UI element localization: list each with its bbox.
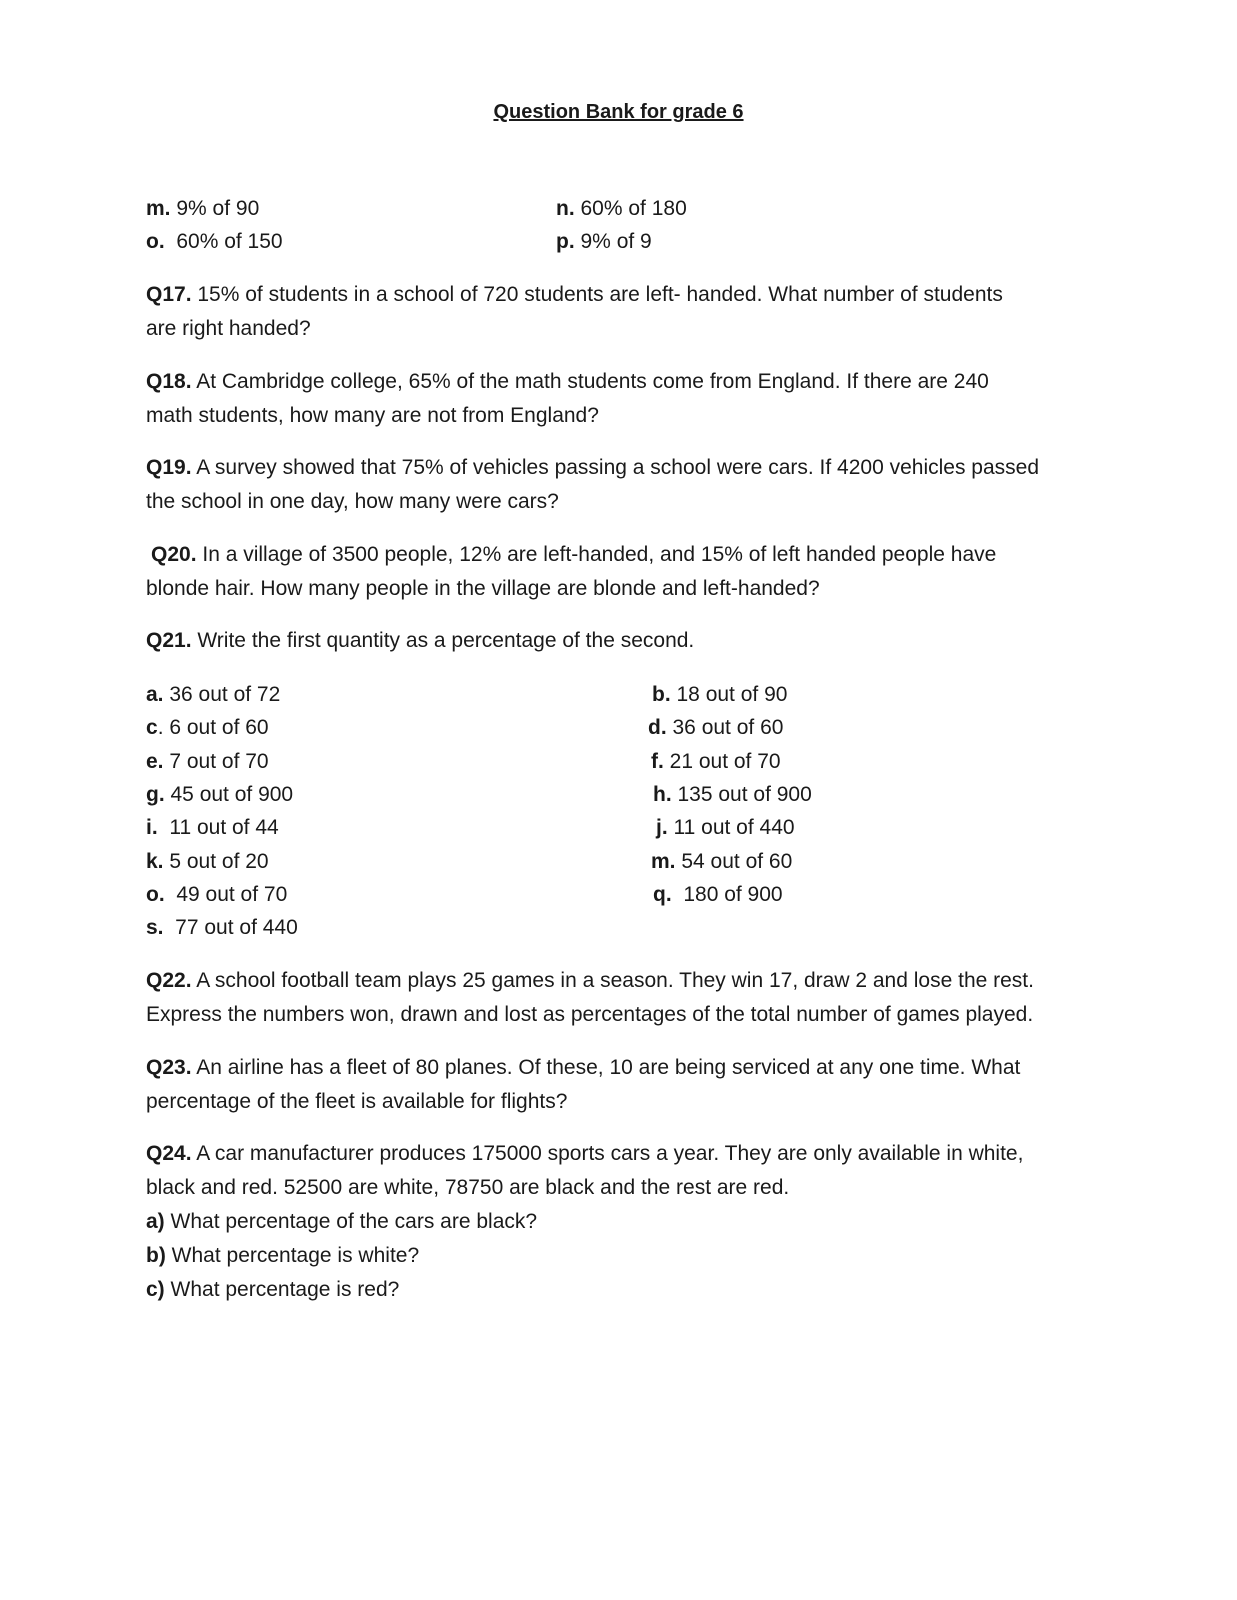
item-text: 77 out of 440 [163, 916, 298, 939]
q21-item-g [146, 782, 293, 808]
q21-item-k [146, 849, 269, 875]
item-label: f. [651, 750, 664, 773]
item-label: i. [146, 816, 158, 839]
q21-item-m [651, 849, 792, 875]
item-text: 18 out of 90 [670, 683, 788, 706]
q21-item-c [146, 715, 269, 741]
item-label: c [146, 716, 158, 739]
item-text: 54 out of 60 [675, 850, 793, 873]
item-text: 60% of 150 [164, 230, 283, 253]
item-label: s. [146, 916, 164, 939]
question-text: 15% of students in a school of 720 students are left- handed. What number of students [191, 283, 1003, 306]
item-text: 7 out of 70 [163, 750, 269, 773]
question-22 [146, 964, 1096, 1032]
item-label: q. [653, 883, 672, 906]
item-o [146, 229, 283, 255]
item-text: 9% of 90 [170, 197, 260, 220]
question-text: An airline has a fleet of 80 planes. Of these, 10 are being serviced at any one time. What [191, 1056, 1021, 1079]
q21-item-s [146, 915, 298, 941]
part-label: a) [146, 1210, 165, 1233]
item-label: n. [556, 197, 575, 220]
q24-part-a [146, 1205, 1096, 1239]
q21-item-b [652, 682, 787, 708]
item-text: 9% of 9 [574, 230, 652, 253]
question-text: A survey showed that 75% of vehicles passing a school were cars. If 4200 vehicles passed [191, 456, 1040, 479]
item-text: 49 out of 70 [164, 883, 288, 906]
item-text: 36 out of 60 [666, 716, 784, 739]
item-label: m. [146, 197, 171, 220]
item-text: 11 out of 44 [157, 816, 279, 839]
question-label: Q21. [146, 629, 192, 652]
item-text: 5 out of 20 [163, 850, 269, 873]
item-label: j. [656, 816, 668, 839]
question-label: Q22. [146, 969, 192, 992]
item-label: e. [146, 750, 164, 773]
question-text: the school in one day, how many were cars? [146, 490, 559, 513]
item-label: m. [651, 850, 676, 873]
question-text: Express the numbers won, drawn and lost as percentages of the total number of games played. [146, 1003, 1034, 1026]
q21-item-a [146, 682, 280, 708]
q21-item-i [146, 815, 279, 841]
q21-item-h [653, 782, 812, 808]
item-text: 36 out of 72 [163, 683, 281, 706]
q21-item-q [653, 882, 783, 908]
question-21 [146, 624, 1096, 658]
question-text: In a village of 3500 people, 12% are left-handed, and 15% of left handed people have [196, 543, 997, 566]
item-label: d. [648, 716, 667, 739]
item-label: a. [146, 683, 164, 706]
item-m [146, 196, 259, 222]
q21-item-f [651, 749, 781, 775]
q21-item-e [146, 749, 269, 775]
question-text: A car manufacturer produces 175000 sports cars a year. They are only available in white, [191, 1142, 1024, 1165]
item-label: g. [146, 783, 165, 806]
part-text: What percentage is white? [165, 1244, 420, 1267]
question-text: At Cambridge college, 65% of the math students come from England. If there are 240 [191, 370, 989, 393]
item-p [556, 229, 652, 255]
question-text: math students, how many are not from England? [146, 404, 599, 427]
question-18 [146, 365, 1096, 433]
item-label: k. [146, 850, 164, 873]
question-17 [146, 278, 1096, 346]
page-title: Question Bank for grade 6 [493, 101, 744, 123]
question-label: Q19. [146, 456, 192, 479]
question-label: Q20. [151, 543, 197, 566]
question-19 [146, 451, 1096, 519]
item-label: o. [146, 883, 165, 906]
item-text: 180 of 900 [671, 883, 783, 906]
item-label: b. [652, 683, 671, 706]
question-label: Q18. [146, 370, 192, 393]
item-n [556, 196, 687, 222]
question-text: Write the first quantity as a percentage of the second. [191, 629, 695, 652]
item-label: o. [146, 230, 165, 253]
q21-item-o [146, 882, 287, 908]
part-label: c) [146, 1278, 165, 1301]
item-text: 21 out of 70 [663, 750, 781, 773]
item-text: . 6 out of 60 [157, 716, 269, 739]
item-text: 60% of 180 [574, 197, 687, 220]
question-20 [146, 538, 1096, 606]
question-text: percentage of the fleet is available for flights? [146, 1090, 568, 1113]
item-text: 135 out of 900 [671, 783, 812, 806]
item-text: 45 out of 900 [164, 783, 294, 806]
q24-part-c [146, 1273, 1096, 1307]
item-text: 11 out of 440 [667, 816, 795, 839]
part-label: b) [146, 1244, 166, 1267]
item-label: p. [556, 230, 575, 253]
question-label: Q23. [146, 1056, 192, 1079]
q24-part-b [146, 1239, 1096, 1273]
question-text: black and red. 52500 are white, 78750 are black and the rest are red. [146, 1176, 790, 1199]
part-text: What percentage of the cars are black? [164, 1210, 538, 1233]
question-24 [146, 1137, 1096, 1307]
q21-item-d [648, 715, 783, 741]
q21-item-j [656, 815, 795, 841]
question-23 [146, 1051, 1096, 1119]
question-text: blonde hair. How many people in the village are blonde and left-handed? [146, 577, 820, 600]
question-label: Q17. [146, 283, 192, 306]
question-text: A school football team plays 25 games in a season. They win 17, draw 2 and lose the rest. [191, 969, 1034, 992]
question-text: are right handed? [146, 317, 311, 340]
item-label: h. [653, 783, 672, 806]
question-label: Q24. [146, 1142, 192, 1165]
part-text: What percentage is red? [164, 1278, 400, 1301]
